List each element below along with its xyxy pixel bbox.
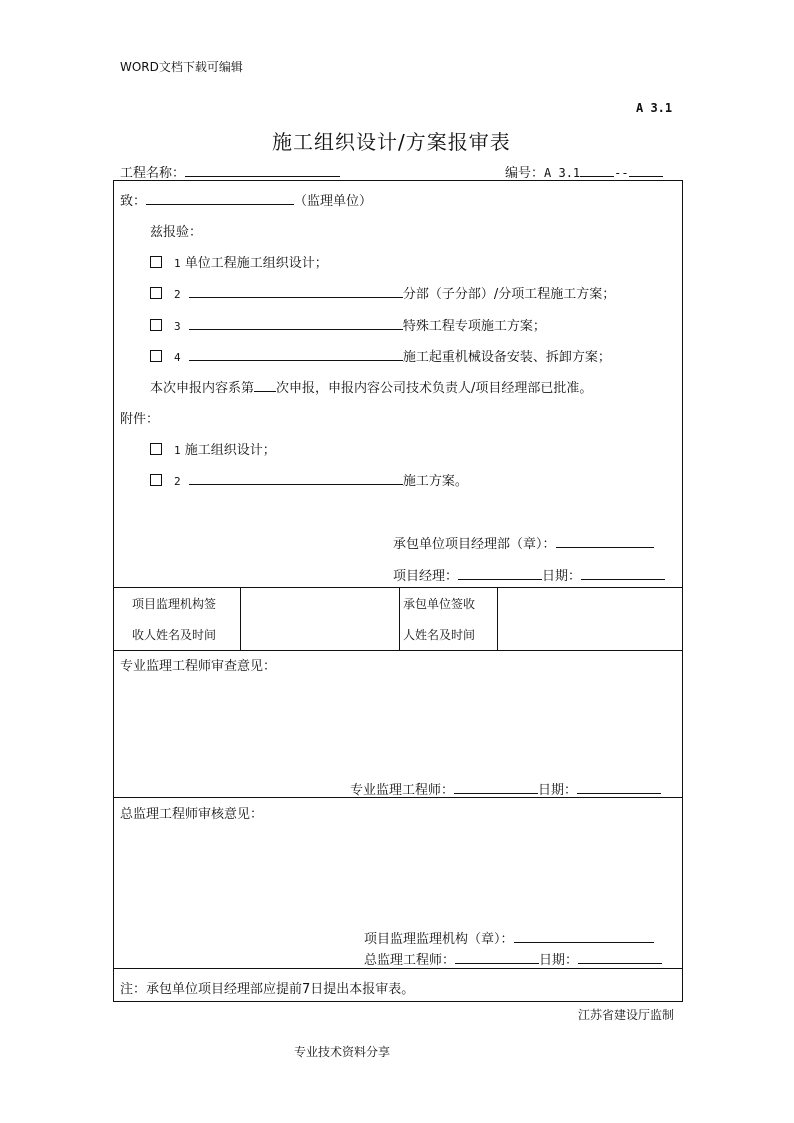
item-text: 特殊工程专项施工方案； (402, 319, 546, 334)
agency-seal-row (364, 928, 654, 947)
item-row (150, 315, 546, 334)
project-name-field[interactable] (185, 164, 340, 177)
statement-text-b: 次申报，申报内容公司技术负责人/项目经理部已批准。 (276, 381, 593, 396)
attachment-number: 1 (174, 444, 181, 457)
attachment-number: 2 (174, 475, 181, 488)
chief-sign-row (364, 949, 662, 968)
attachment-fill-field[interactable] (189, 472, 403, 485)
agency-seal-field[interactable] (514, 930, 654, 943)
form-number-row (505, 162, 663, 181)
item-number: 1 (174, 257, 181, 270)
engineer-review-label: 专业监理工程师审查意见： (120, 659, 277, 674)
attachment-checkbox[interactable] (150, 443, 162, 455)
attachment-row (150, 470, 468, 489)
attachment-row (150, 439, 276, 458)
contractor-seal-field[interactable] (556, 535, 654, 548)
recipient-row (120, 190, 372, 209)
report-count-field[interactable] (254, 379, 276, 392)
attachment-text: 施工方案。 (402, 474, 468, 489)
divider (114, 968, 682, 969)
date-field[interactable] (581, 567, 665, 580)
recipient-field[interactable] (146, 192, 294, 205)
agency-seal-label: 项目监理监理机构（章）： (364, 932, 514, 947)
item-number: 4 (174, 351, 181, 364)
form-number-label: 编号： (505, 166, 545, 181)
attachments-label: 附件： (120, 412, 160, 427)
form-number-prefix: A 3.1 (544, 166, 581, 180)
share-text: 专业技术资料分享 (294, 1045, 391, 1059)
item-checkbox[interactable] (150, 287, 162, 299)
chief-review-label: 总监理工程师审核意见： (120, 807, 264, 822)
form-code: A 3.1 (636, 101, 673, 115)
engineer-label: 专业监理工程师： (350, 783, 455, 798)
project-manager-field[interactable] (458, 567, 542, 580)
statement-text-a: 本次申报内容系第 (150, 381, 255, 396)
item-row (150, 252, 328, 271)
project-name-row (120, 162, 340, 181)
item-text: 分部（子分部）/分项工程施工方案； (402, 287, 616, 302)
supervisor-sign-field[interactable] (241, 588, 398, 649)
form-note: 注：承包单位项目经理部应提前7日提出本报审表。 (120, 982, 415, 997)
contractor-sign-label-2: 人姓名及时间 (403, 628, 476, 642)
engineer-field[interactable] (454, 781, 538, 794)
item-number: 3 (174, 320, 181, 333)
item-text: 施工起重机械设备安装、拆卸方案； (402, 350, 611, 365)
item-fill-field[interactable] (189, 285, 403, 298)
attachment-checkbox[interactable] (150, 474, 162, 486)
form-number-field-1[interactable] (580, 164, 614, 177)
attachment-text: 施工组织设计； (184, 443, 276, 458)
item-fill-field[interactable] (189, 348, 403, 361)
item-checkbox[interactable] (150, 319, 162, 331)
chief-label: 总监理工程师： (364, 953, 456, 968)
item-fill-field[interactable] (189, 317, 403, 330)
watermark-text: WORD文档下载可编辑 (120, 60, 243, 74)
item-text: 单位工程施工组织设计； (184, 256, 328, 271)
item-row (150, 346, 611, 365)
contractor-seal-row (393, 533, 654, 552)
page-title: 施工组织设计/方案报审表 (272, 130, 511, 154)
form-number-separator: -- (614, 166, 629, 180)
project-name-label: 工程名称： (120, 166, 186, 181)
statement-row (150, 377, 592, 396)
contractor-sign-field[interactable] (498, 588, 681, 649)
divider (114, 650, 682, 651)
date-field[interactable] (577, 781, 661, 794)
divider (399, 587, 400, 650)
engineer-sign-row (350, 779, 661, 798)
recipient-suffix: （监理单位） (294, 194, 373, 209)
item-number: 2 (174, 288, 181, 301)
contractor-seal-label: 承包单位项目经理部（章）： (393, 537, 556, 552)
issuer-text: 江苏省建设厅监制 (578, 1008, 675, 1022)
project-manager-row (393, 565, 665, 584)
form-table (113, 180, 683, 1002)
chief-field[interactable] (455, 951, 539, 964)
date-label: 日期： (539, 953, 579, 968)
recipient-label: 致： (120, 194, 147, 209)
project-manager-label: 项目经理： (393, 569, 459, 584)
supervisor-sign-label-1: 项目监理机构签 (132, 597, 217, 611)
item-checkbox[interactable] (150, 256, 162, 268)
form-number-field-2[interactable] (629, 164, 663, 177)
item-checkbox[interactable] (150, 350, 162, 362)
date-field[interactable] (578, 951, 662, 964)
supervisor-sign-label-2: 收人姓名及时间 (132, 628, 217, 642)
item-row (150, 283, 615, 302)
date-label: 日期： (542, 569, 582, 584)
contractor-sign-label-1: 承包单位签收 (403, 597, 476, 611)
date-label: 日期： (538, 783, 578, 798)
report-label: 兹报验： (150, 225, 203, 240)
